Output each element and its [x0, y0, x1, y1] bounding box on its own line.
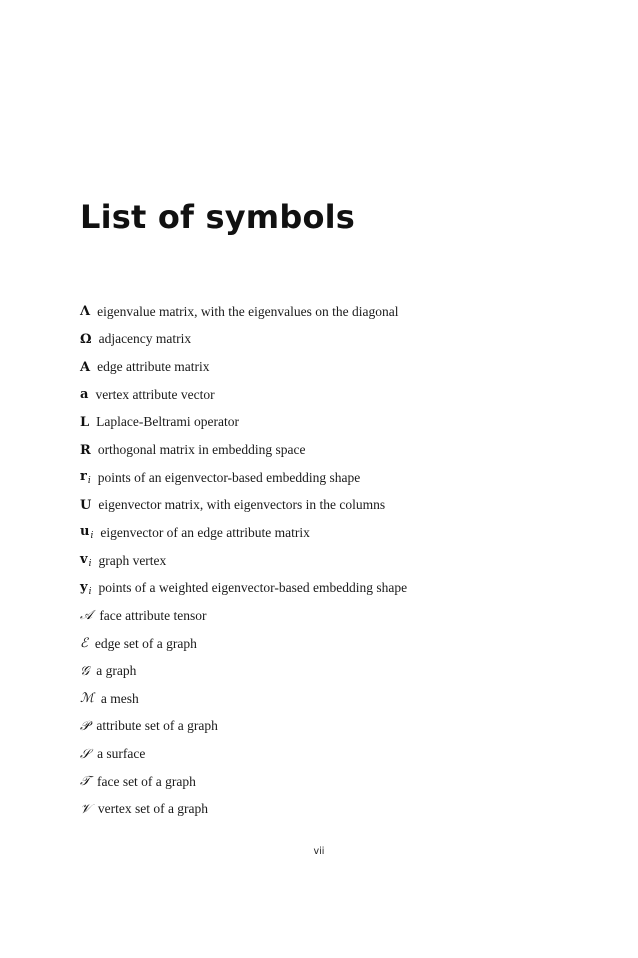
symbol: 𝒮 — [80, 746, 91, 762]
symbol-description: Laplace-Beltrami operator — [96, 414, 239, 430]
symbol-description: face set of a graph — [96, 773, 196, 789]
symbol-entry — [80, 353, 580, 381]
symbol-entry — [80, 547, 580, 575]
symbol-description: edge attribute matrix — [97, 359, 210, 375]
symbol: 𝒜 — [80, 608, 93, 624]
symbol: $v_i$ — [80, 552, 92, 570]
page-number: vii — [313, 846, 325, 857]
symbol: $y_i$ — [80, 579, 92, 597]
symbol-description: vertex attribute vector — [95, 386, 215, 402]
symbol-subscript: i — [87, 476, 91, 487]
symbol-description: edge set of a graph — [94, 635, 197, 651]
symbol: 𝒱 — [80, 801, 91, 817]
symbol: 𝒢 — [80, 663, 90, 679]
symbol-entry — [80, 657, 580, 685]
symbol: ℰ — [80, 636, 88, 651]
symbol-subscript: i — [88, 559, 92, 570]
symbol-description: a graph — [96, 663, 137, 679]
symbol-description: a surface — [97, 746, 146, 762]
symbol: ℳ — [80, 691, 94, 707]
symbol-description: points of an eigenvector-based embedding shape — [97, 469, 361, 485]
symbol: A — [80, 359, 91, 375]
symbol-entry — [80, 768, 580, 796]
symbol-description: a mesh — [100, 690, 139, 706]
symbol: Ω — [80, 331, 92, 347]
symbol: R — [80, 442, 91, 458]
symbol-description: eigenvector matrix, with eigenvectors in the columns — [98, 497, 386, 513]
symbol-entry — [80, 381, 580, 409]
symbol-entry — [80, 685, 580, 713]
symbol-description: points of a weighted eigenvector-based embedding shape — [98, 580, 408, 596]
symbol-description: eigenvalue matrix, with the eigenvalues on the diagonal — [97, 303, 399, 319]
symbol-description: face attribute tensor — [99, 607, 207, 623]
symbol-entry — [80, 574, 580, 602]
symbol-entry — [80, 298, 580, 326]
symbol-description: attribute set of a graph — [96, 718, 218, 734]
symbol: L — [80, 414, 90, 430]
symbol-entry — [80, 464, 580, 492]
symbol: 𝒫 — [80, 718, 90, 734]
symbol-entry — [80, 409, 580, 437]
symbol: a — [80, 387, 89, 403]
symbol-entry — [80, 436, 580, 464]
page-title: List of symbols — [80, 198, 356, 236]
symbol: Λ — [80, 304, 91, 320]
symbol-entry — [80, 630, 580, 658]
symbol-description: eigenvector of an edge attribute matrix — [100, 524, 310, 540]
symbol-description: adjacency matrix — [98, 331, 192, 347]
symbol-entry — [80, 519, 580, 547]
symbol: U — [80, 497, 92, 513]
symbol-description: vertex set of a graph — [97, 801, 209, 817]
symbol-entry — [80, 796, 580, 824]
symbol: $u_i$ — [80, 524, 94, 542]
symbol-entry — [80, 326, 580, 354]
symbol-description: graph vertex — [98, 552, 167, 568]
symbol-entry — [80, 602, 580, 630]
symbol-entry — [80, 713, 580, 741]
symbol: 𝒯 — [80, 774, 90, 790]
symbol-subscript: i — [90, 531, 94, 542]
symbol: $r_i$ — [80, 469, 91, 487]
symbol-subscript: i — [88, 586, 92, 597]
symbol-entry — [80, 740, 580, 768]
symbol-description: orthogonal matrix in embedding space — [97, 442, 306, 458]
symbol-entry — [80, 491, 580, 519]
symbol-list — [80, 298, 580, 823]
